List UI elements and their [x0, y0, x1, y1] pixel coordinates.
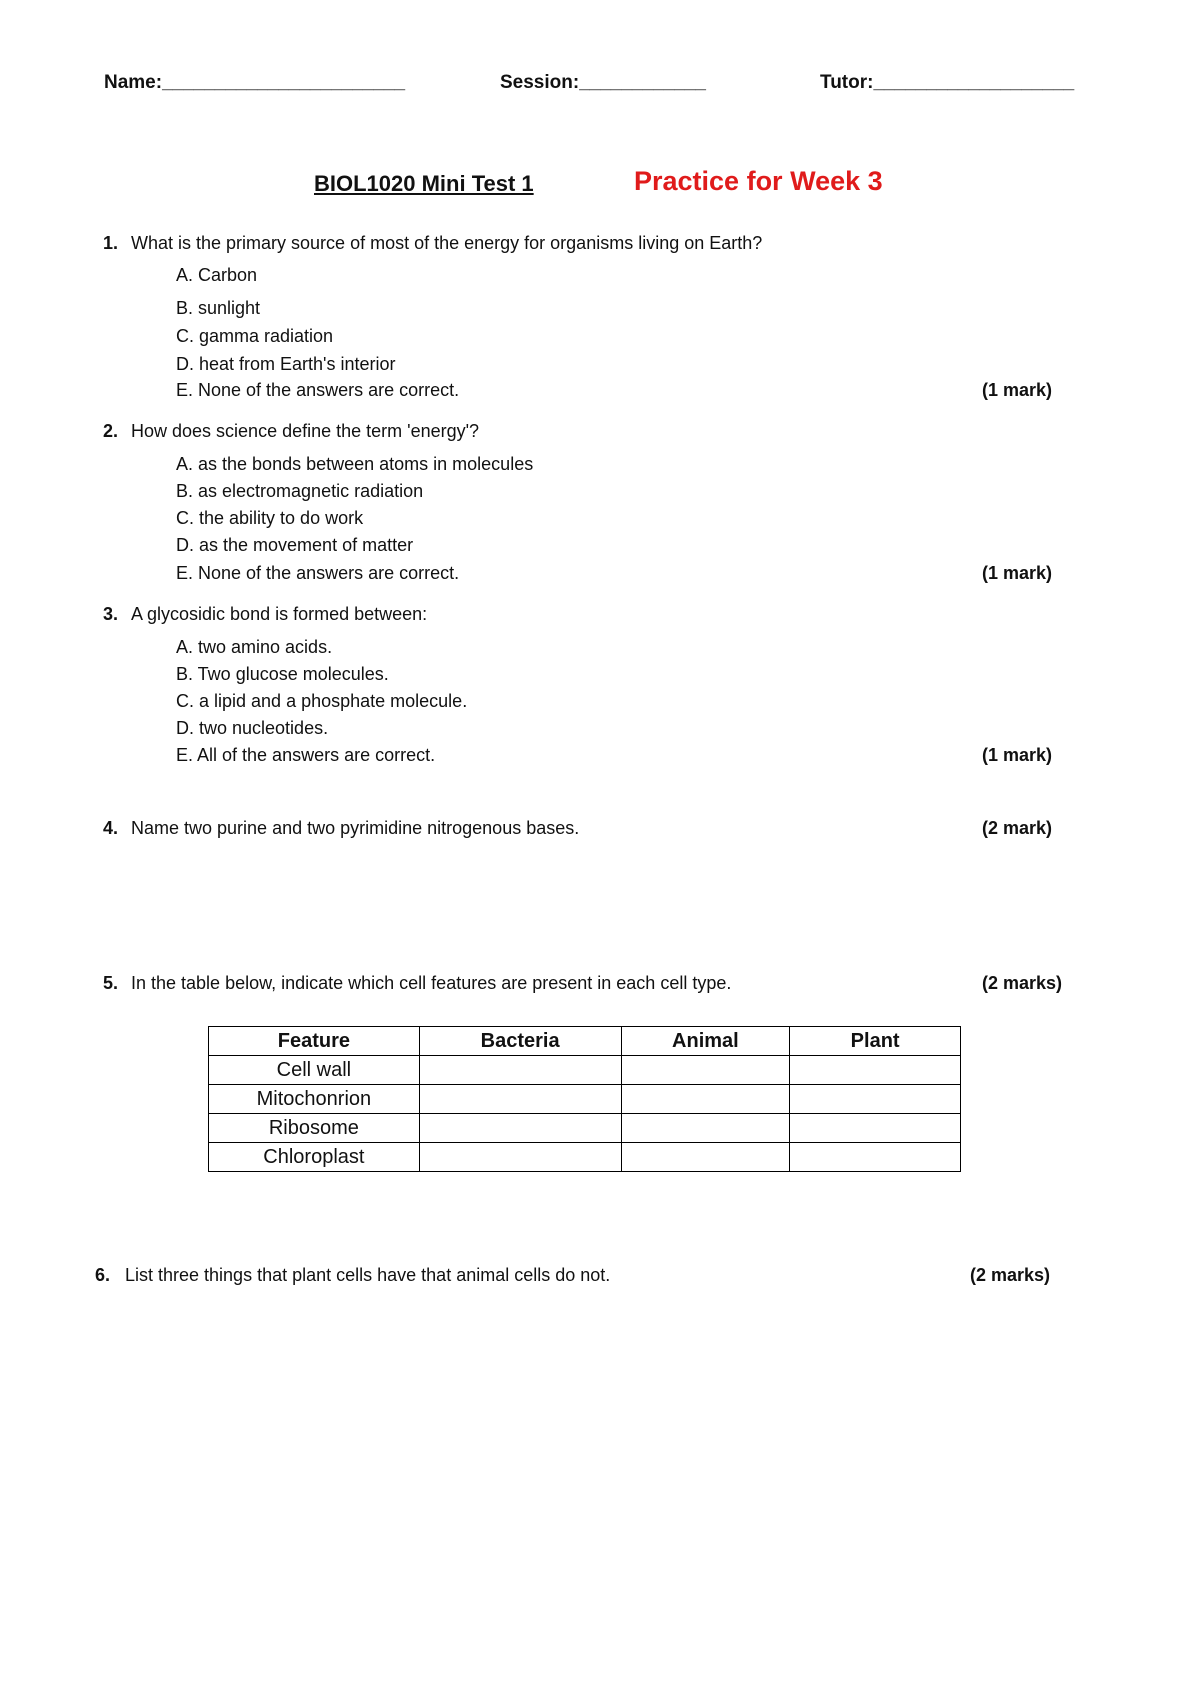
- question-number: 2.: [103, 421, 119, 441]
- answer-option: B. as electromagnetic radiation: [176, 481, 424, 501]
- answer-cell[interactable]: [621, 1056, 790, 1085]
- answer-option: A. as the bonds between atoms in molecules: [176, 454, 534, 474]
- answer-option: E. None of the answers are correct.: [176, 563, 460, 583]
- answer-option: B. sunlight: [176, 298, 261, 318]
- answer-option: E. None of the answers are correct.: [176, 380, 460, 400]
- answer-option: C. gamma radiation: [176, 326, 334, 346]
- feature-cell: Ribosome: [209, 1114, 420, 1143]
- question-number: 1.: [103, 233, 119, 253]
- table-header-cell: Feature: [209, 1027, 420, 1056]
- table-header-cell: Animal: [621, 1027, 790, 1056]
- question-text: A glycosidic bond is formed between:: [131, 604, 428, 624]
- question-number: 6.: [95, 1265, 111, 1285]
- feature-cell: Chloroplast: [209, 1143, 420, 1172]
- question-number: 4.: [103, 818, 119, 838]
- answer-cell[interactable]: [621, 1085, 790, 1114]
- name-field-label: Name:_______________________: [104, 72, 406, 93]
- answer-cell[interactable]: [790, 1143, 961, 1172]
- answer-option: B. Two glucose molecules.: [176, 664, 389, 684]
- question-marks: (1 mark): [982, 563, 1053, 583]
- answer-cell[interactable]: [419, 1085, 621, 1114]
- question-marks: (2 marks): [982, 973, 1063, 993]
- question-text: How does science define the term 'energy'?: [131, 421, 480, 441]
- table-header-row: [209, 1027, 961, 1056]
- tutor-field-label: Tutor:___________________: [820, 72, 1075, 93]
- feature-cell: Mitochonrion: [209, 1085, 420, 1114]
- cell-features-table: [208, 1026, 961, 1172]
- question-marks: (2 marks): [970, 1265, 1051, 1285]
- answer-cell[interactable]: [790, 1114, 961, 1143]
- practice-note: Practice for Week 3: [634, 166, 883, 196]
- question-marks: (2 mark): [982, 818, 1053, 838]
- feature-cell: Cell wall: [209, 1056, 420, 1085]
- table-row: [209, 1114, 961, 1143]
- answer-option: A. two amino acids.: [176, 637, 333, 657]
- answer-option: D. heat from Earth's interior: [176, 354, 396, 374]
- question-number: 3.: [103, 604, 119, 624]
- table-header-cell: Bacteria: [419, 1027, 621, 1056]
- question-text: In the table below, indicate which cell features are present in each cell type.: [131, 973, 732, 993]
- answer-cell[interactable]: [419, 1056, 621, 1085]
- session-field-label: Session:____________: [500, 72, 706, 93]
- question-marks: (1 mark): [982, 380, 1053, 400]
- answer-cell[interactable]: [621, 1114, 790, 1143]
- answer-option: E. All of the answers are correct.: [176, 745, 436, 765]
- answer-option: C. a lipid and a phosphate molecule.: [176, 691, 468, 711]
- table-row: [209, 1056, 961, 1085]
- question-text: Name two purine and two pyrimidine nitrogenous bases.: [131, 818, 580, 838]
- question-text: What is the primary source of most of the energy for organisms living on Earth?: [131, 233, 763, 253]
- answer-cell[interactable]: [790, 1085, 961, 1114]
- question-text: List three things that plant cells have that animal cells do not.: [125, 1265, 611, 1285]
- answer-option: A. Carbon: [176, 265, 258, 285]
- answer-option: D. as the movement of matter: [176, 535, 414, 555]
- answer-cell[interactable]: [621, 1143, 790, 1172]
- table-header-cell: Plant: [790, 1027, 961, 1056]
- answer-cell[interactable]: [790, 1056, 961, 1085]
- answer-option: D. two nucleotides.: [176, 718, 329, 738]
- test-title: BIOL1020 Mini Test 1: [314, 171, 534, 196]
- table-row: [209, 1143, 961, 1172]
- question-marks: (1 mark): [982, 745, 1053, 765]
- question-number: 5.: [103, 973, 119, 993]
- answer-cell[interactable]: [419, 1114, 621, 1143]
- answer-cell[interactable]: [419, 1143, 621, 1172]
- table-row: [209, 1085, 961, 1114]
- answer-option: C. the ability to do work: [176, 508, 364, 528]
